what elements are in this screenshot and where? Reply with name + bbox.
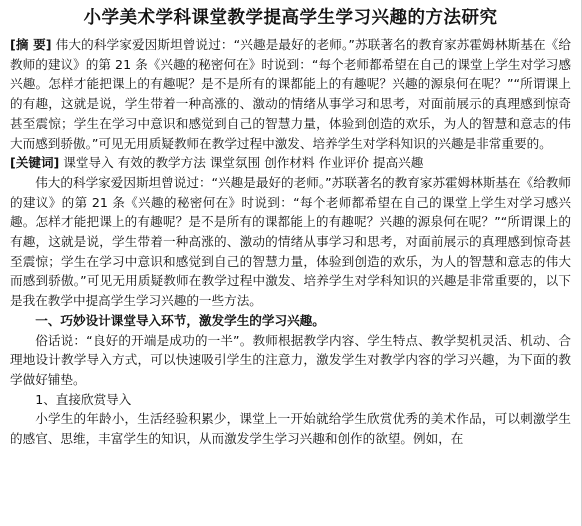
abstract-text: 伟大的科学家爱因斯坦曾说过：“兴趣是最好的老师。”苏联著名的教育家苏霍姆林斯基在《给教师的建议》的第 21 条《兴趣的秘密何在》时说到：“每个老师都希望在自己的课堂上学生对学习感兴趣。怎样才能把课上的有趣呢？是不是所有的课都能上的有趣呢？兴趣的源泉何在呢？”“所谓课上的有趣，这就是说，学生带着一种高涨的、激动的情绪从事学习和思考，对面前展示的真理感到惊奇甚至震惊；学生在学习中意识和感觉到自己的智慧力量，体验到创造的欢乐，为人的智慧和意志的伟大而感到骄傲。”可见无用质疑教师在教学过程中激发、培养学生对学科知识的兴趣是非常重要的。: [10, 37, 571, 151]
section-1-paragraph: 俗话说：“良好的开端是成功的一半”。教师根据教学内容、学生特点、教学契机灵活、机动、合理地设计教学导入方式，可以快速吸引学生的注意力，激发学生对教学内容的学习兴趣，为下面的教学做好铺垫。: [10, 332, 571, 387]
keywords-paragraph: [10, 153, 571, 173]
keywords-tag: [关键词]: [10, 155, 60, 171]
section-1-heading: 一、巧妙设计课堂导入环节，激发学生的学习兴趣。: [35, 312, 325, 328]
document-title: 小学美术学科课堂教学提高学生学习兴趣的方法研究: [83, 8, 498, 28]
subsection-1-heading: 1、直接欣赏导入: [35, 391, 132, 407]
abstract-tag: [摘 要]: [10, 37, 52, 52]
keywords-text: 课堂导入 有效的教学方法 课堂氛围 创作材料 作业评价 提高兴趣: [59, 155, 424, 171]
abstract-paragraph: [10, 35, 571, 153]
subsection-1-paragraph: 小学生的年龄小，生活经验积累少，课堂上一开始就给学生欣赏优秀的美术作品，可以刺激学生的感官、思维，丰富学生的知识，从而激发学生学习兴趣和创作的欲望。例如，在: [10, 411, 571, 447]
intro-paragraph: 伟大的科学家爱因斯坦曾说过：“兴趣是最好的老师。”苏联著名的教育家苏霍姆林斯基在《给教师的建议》的第 21 条《兴趣的秘密何在》时说到：“每个老师都希望在自己的课堂上学生对学习感兴趣。怎样才能把课上的有趣呢？是不是所有的课都能上的有趣呢？兴趣的源泉何在呢？”“所谓课上的有趣，这就是说，学生带着一种高涨的、激动的情绪从事学习和思考，对面前展示的真理感到惊奇甚至震惊；学生在学习中意识和感觉到自己的智慧力量，体验到创造的欢乐，为人的智慧和意志的伟大而感到骄傲。”可见无用质疑教师在教学过程中激发、培养学生对学科知识的兴趣是非常重要的，以下是我在教学中提高学生学习兴趣的一些方法。: [10, 174, 571, 309]
